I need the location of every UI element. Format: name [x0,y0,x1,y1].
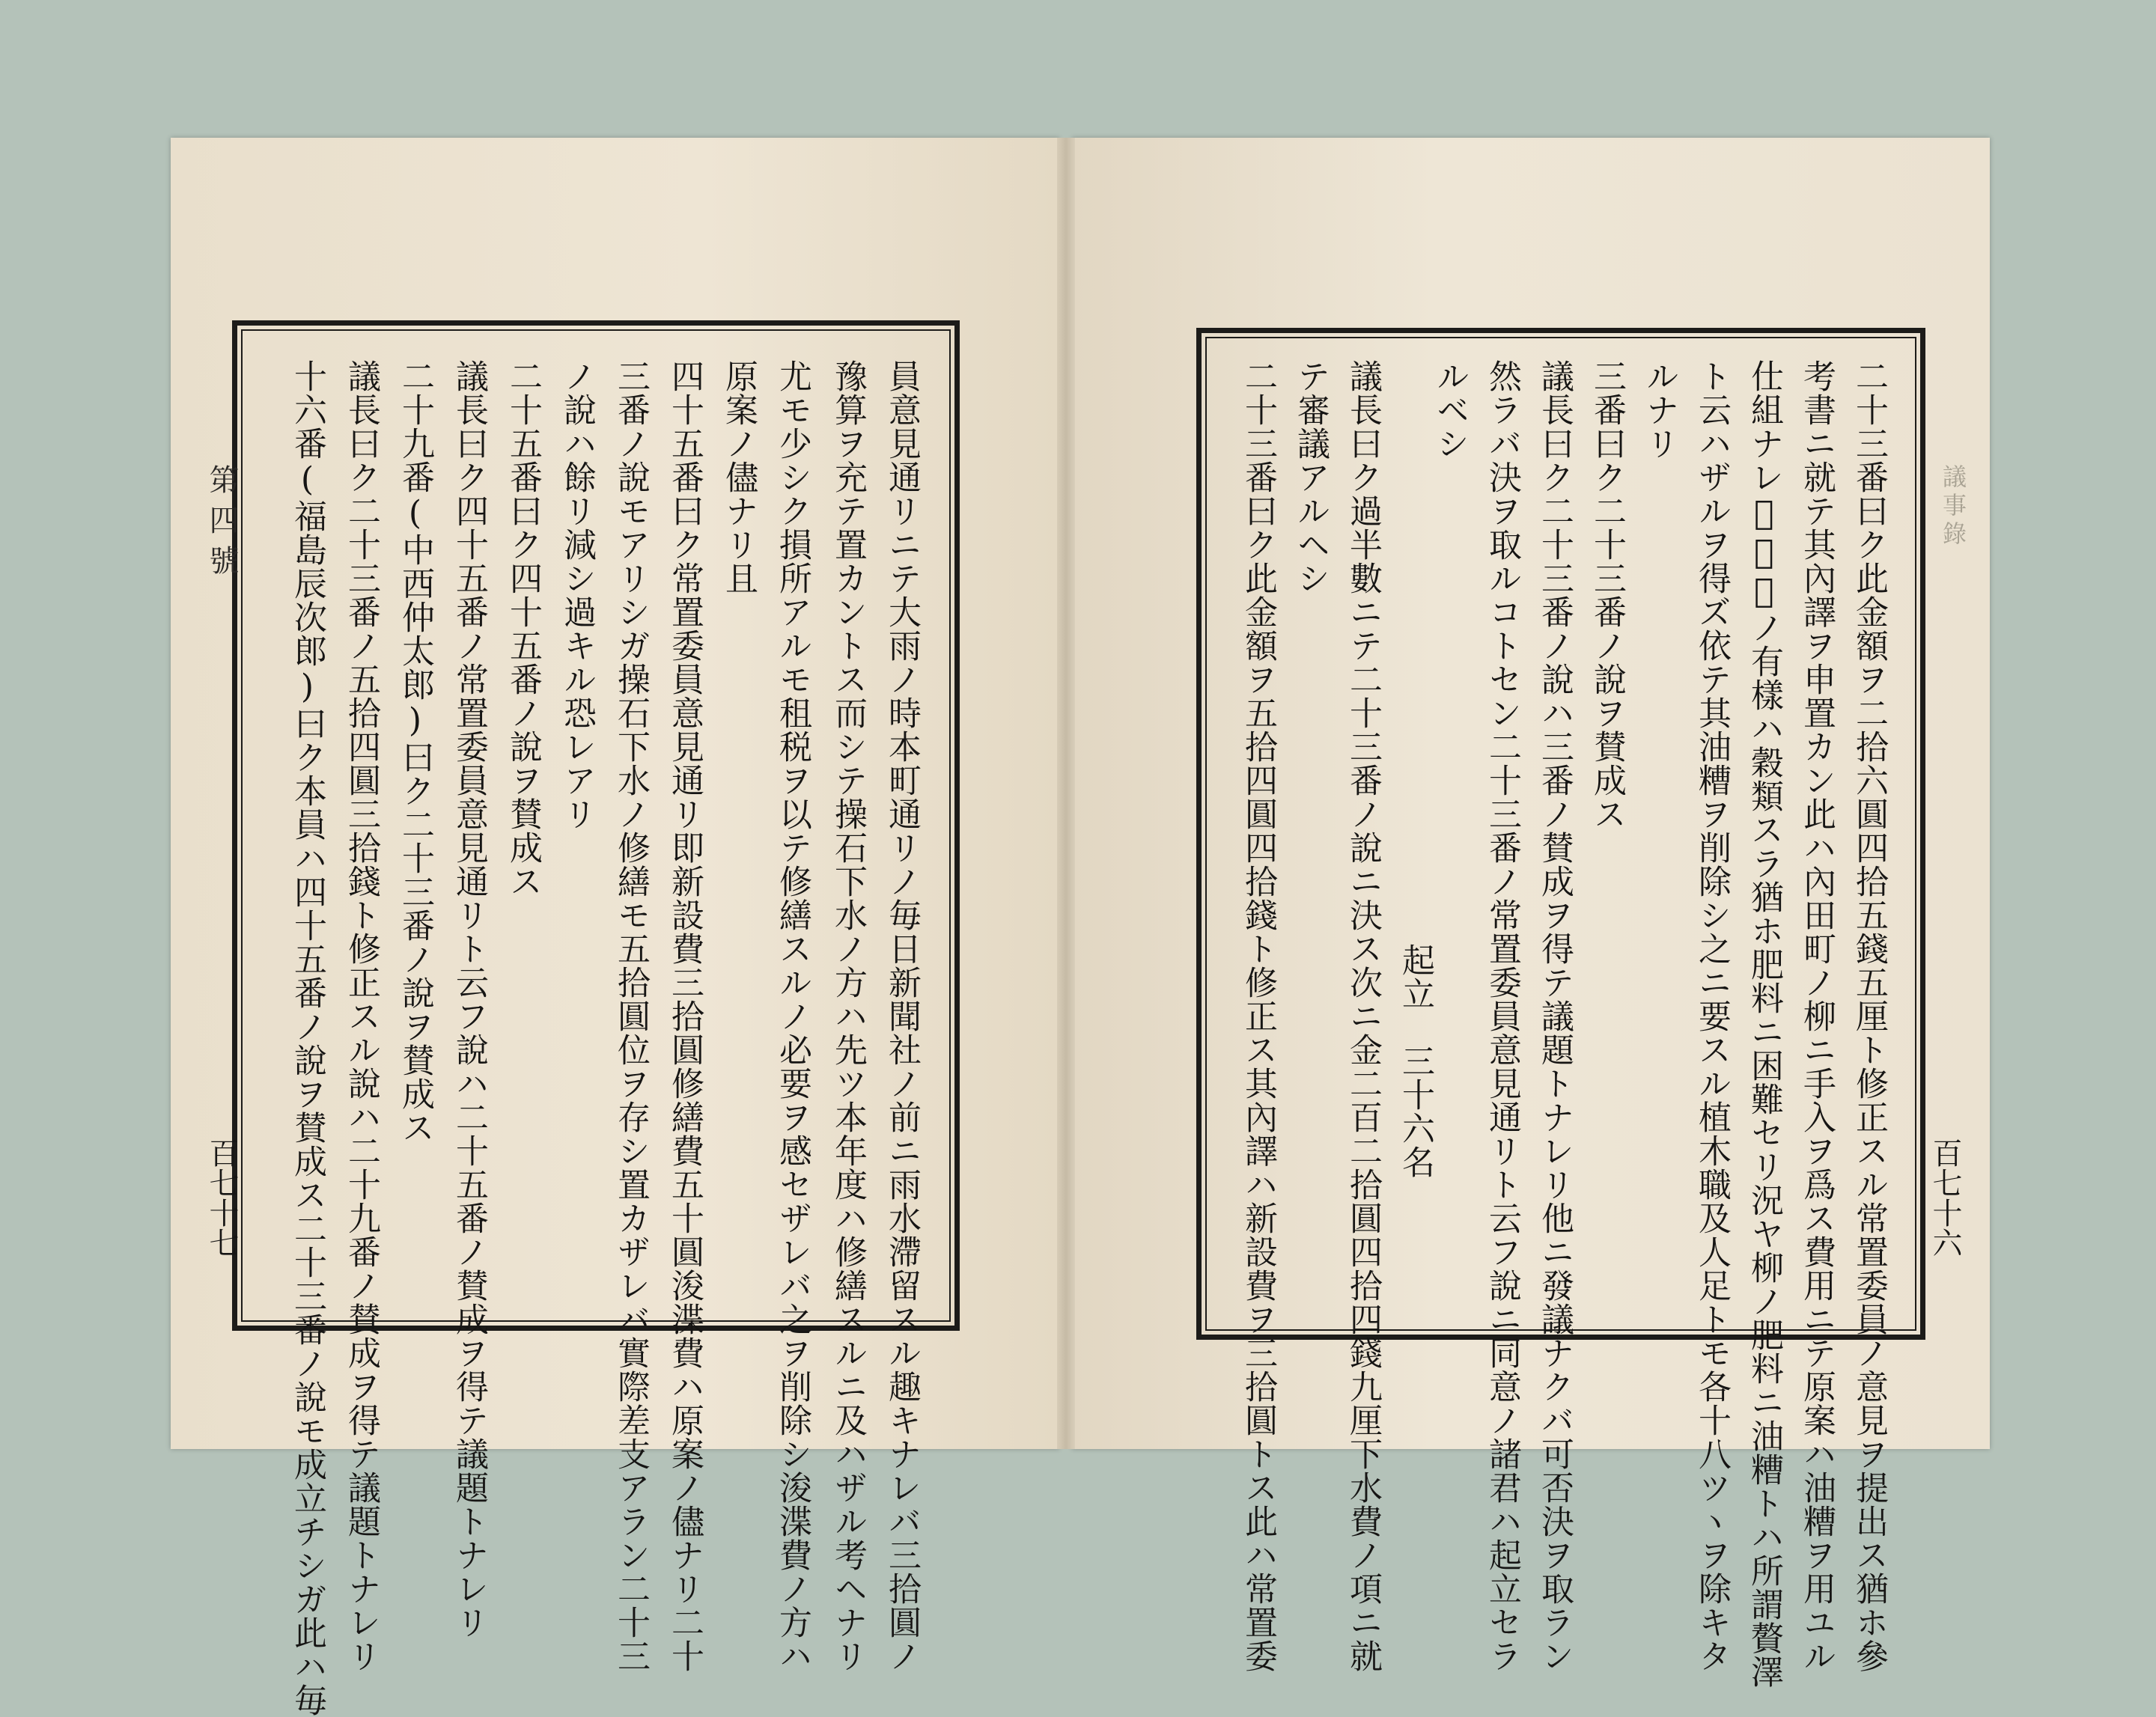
left-text-column: 員意見通リニテ大雨ノ時本町通リノ毎日新聞社ノ前ニ雨水滯留スル趣キナレバ三拾圓ノ [883,359,921,1673]
left-text-column: 議長曰ク四十五番ノ常置委員意見通リト云フ說ハ二十五番ノ賛成ヲ得テ議題トナレリ [450,359,488,1639]
left-text-column: 議長曰ク二十三番ノ五拾四圓三拾錢ト修正スル說ハ二十九番ノ賛成ヲ得テ議題トナレリ [342,359,380,1673]
left-page-number: 百七十七 [204,1138,239,1257]
left-text-column: 四十五番曰ク常置委員意見通リ即新設費三拾圓修繕費五十圓浚渫費ハ原案ノ儘ナリ二十 [666,359,704,1673]
right-text-column: 二十三番曰ク此金額ヲ二拾六圓四拾五錢五厘ト修正スル常置委員ノ意見ヲ提出ス猶ホ參 [1850,359,1888,1673]
right-text-column: 考書ニ就テ其內譯ヲ申置カン此ハ內田町ノ柳ニ手入ヲ爲ス費用ニテ原案ハ油糟ヲ用ユル [1797,359,1836,1673]
right-text-column: ト云ハザルヲ得ズ依テ其油糟ヲ削除シ之ニ要スル植木職及人足トモ各十八ツヽヲ除キタ [1693,359,1731,1673]
left-text-column: 三番ノ說モアリシガ操石下水ノ修繕モ五拾圓位ヲ存シ置カザレバ實際差支アラン二十三 [612,359,650,1673]
right-text-column: ルナリ [1640,359,1678,460]
right-text-column: 議長曰ク過半數ニテ二十三番ノ說ニ決ス次ニ金二百二拾圓四拾四錢九厘下水費ノ項ニ就 [1344,359,1382,1673]
right-text-column: 起立 三十六名 [1396,943,1434,1179]
right-text-column: 議長曰ク二十三番ノ說ハ三番ノ賛成ヲ得テ議題トナレリ他ニ發議ナクバ可否決ヲ取ラン [1535,359,1574,1673]
right-page-number: 百七十六 [1928,1138,1962,1257]
left-text-column: 二十五番曰ク四十五番ノ說ヲ賛成ス [504,359,542,898]
left-page-header: 第四號 [204,464,239,585]
right-page-header: 議事錄 [1939,464,1967,549]
right-text-column: 然ラバ決ヲ取ルコトセン二十三番ノ常置委員意見通リト云フ說ニ同意ノ諸君ハ起立セラ [1483,359,1521,1673]
left-text-column: ノ說ハ餘リ減シ過キル恐レアリ [558,359,596,831]
left-text-column: 十六番(福島辰次郎)曰ク本員ハ四十五番ノ說ヲ賛成ス二十三番ノ說モ成立チシガ此ハ毎 [288,359,326,1717]
right-text-column: ルベシ [1431,359,1469,460]
right-text-column: テ審議アルヘシ [1291,359,1330,595]
right-text-column: 三番曰ク二十三番ノ說ヲ賛成ス [1588,359,1626,831]
book-gutter [1057,138,1075,1449]
right-text-column: 二十三番曰ク此金額ヲ五拾四圓四拾錢ト修正ス其內譯ハ新設費ヲ三拾圓トス此ハ常置委 [1239,359,1277,1673]
left-text-column: 二十九番(中西仲太郎)曰ク二十三番ノ說ヲ賛成ス [396,359,434,1144]
left-text-column: 豫算ヲ充テ置カントス而シテ操石下水ノ方ハ先ツ本年度ハ修繕スルニ及ハザル考ヘナリ [829,359,867,1673]
left-text-column: 尤モ少シク損所アルモ租税ヲ以テ修繕スルノ必要ヲ感セザレバ之ヲ削除シ浚渫費ノ方ハ [773,359,811,1673]
right-text-column: 仕組ナレ𪜈民間ノ有樣ハ穀類スラ猶ホ肥料ニ困難セリ況ヤ柳ノ肥料ニ油糟トハ所謂贅澤 [1745,359,1783,1689]
left-text-column: 原案ノ儘ナリ且 [719,359,758,595]
